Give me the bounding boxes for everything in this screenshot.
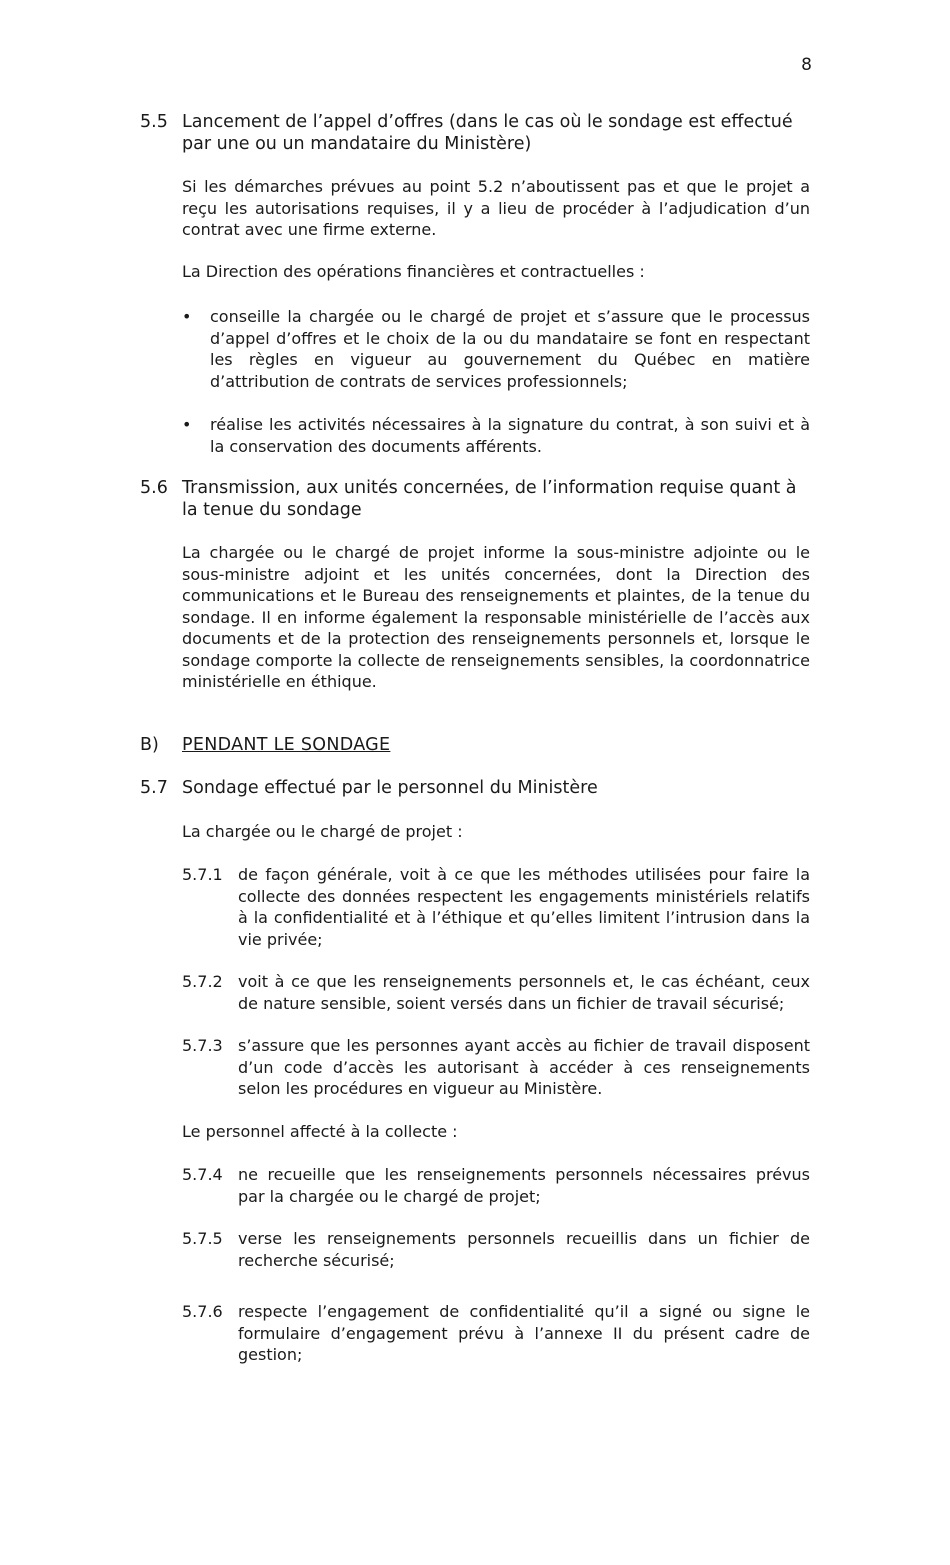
numbered-item [182,864,810,950]
paragraph: Le personnel affecté à la collecte : [182,1122,458,1141]
numbered-item [182,1301,810,1366]
section-5-7-heading [140,777,812,799]
bullet-icon: • [182,415,192,434]
section-letter: B) [140,735,159,755]
paragraph: La chargée ou le chargé de projet informe la sous-ministre adjointe ou le sous-ministre adjoint et les unités concernées, dont la Direction des communications et le Bureau des renseignements et plaintes, de la tenue du sondage. Il en informe également la responsable ministérielle de l’accès aux documents et de la protection des renseignements personnels et, lorsque le sondage comporte la collecte de renseignements sensibles, la coordonnatrice ministérielle en éthique. [182,543,810,691]
item-text: respecte l’engagement de confidentialité qu’il a signé ou signe le formulaire d’engagement prévu à l’annexe II du présent cadre de gestion; [238,1302,810,1364]
section-5-6-heading [140,477,812,521]
list-item: • conseille la chargée ou le chargé de projet et s’assure que le processus d’appel d’offres et le choix de la ou du mandataire se font en respectant les règles en vigueur au gouvernement du Québec en matière d’attribution de contrats de services professionnels; [182,307,810,391]
section-title: Sondage effectué par le personnel du Ministère [182,778,598,798]
section-number: 5.6 [140,478,168,498]
section-5-5-heading [140,111,812,155]
section-b-heading [140,734,390,756]
numbered-item [182,1035,810,1100]
item-number: 5.7.2 [182,972,223,991]
item-number: 5.7.6 [182,1302,223,1321]
bullet-icon: • [182,307,192,326]
page-number: 8 [801,55,812,75]
section-title: Transmission, aux unités concernées, de l’information requise quant à la tenue du sondage [182,478,797,520]
list-item: • réalise les activités nécessaires à la signature du contrat, à son suivi et à la conservation des documents afférents. [182,415,810,456]
numbered-item [182,1228,810,1271]
numbered-item [182,1164,810,1207]
item-number: 5.7.5 [182,1229,223,1248]
section-title: Lancement de l’appel d’offres (dans le cas où le sondage est effectué par une ou un mandataire du Ministère) [182,112,793,154]
paragraph: La chargée ou le chargé de projet : [182,822,463,841]
section-number: 5.5 [140,112,168,132]
section-title: PENDANT LE SONDAGE [182,735,391,755]
paragraph: Si les démarches prévues au point 5.2 n’aboutissent pas et que le projet a reçu les autorisations requises, il y a lieu de procéder à l’adjudication d’un contrat avec une firme externe. [182,177,810,239]
section-number: 5.7 [140,778,168,798]
item-text: voit à ce que les renseignements personnels et, le cas échéant, ceux de nature sensible, soient versés dans un fichier de travail sécurisé; [238,972,810,1013]
item-text: verse les renseignements personnels recueillis dans un fichier de recherche sécurisé; [238,1229,810,1270]
item-number: 5.7.1 [182,865,223,884]
paragraph: La Direction des opérations financières et contractuelles : [182,262,645,281]
item-number: 5.7.3 [182,1036,223,1055]
item-text: de façon générale, voit à ce que les méthodes utilisées pour faire la collecte des données respectent les engagements ministériels relatifs à la confidentialité et à l’éthique et qu’elles limitent l’intrusion dans la vie privée; [238,865,810,949]
item-text: ne recueille que les renseignements personnels nécessaires prévus par la chargée ou le chargé de projet; [238,1165,810,1206]
item-text: s’assure que les personnes ayant accès au fichier de travail disposent d’un code d’accès les autorisant à accéder à ces renseignements selon les procédures en vigueur au Ministère. [238,1036,810,1098]
numbered-item [182,971,810,1014]
item-number: 5.7.4 [182,1165,223,1184]
